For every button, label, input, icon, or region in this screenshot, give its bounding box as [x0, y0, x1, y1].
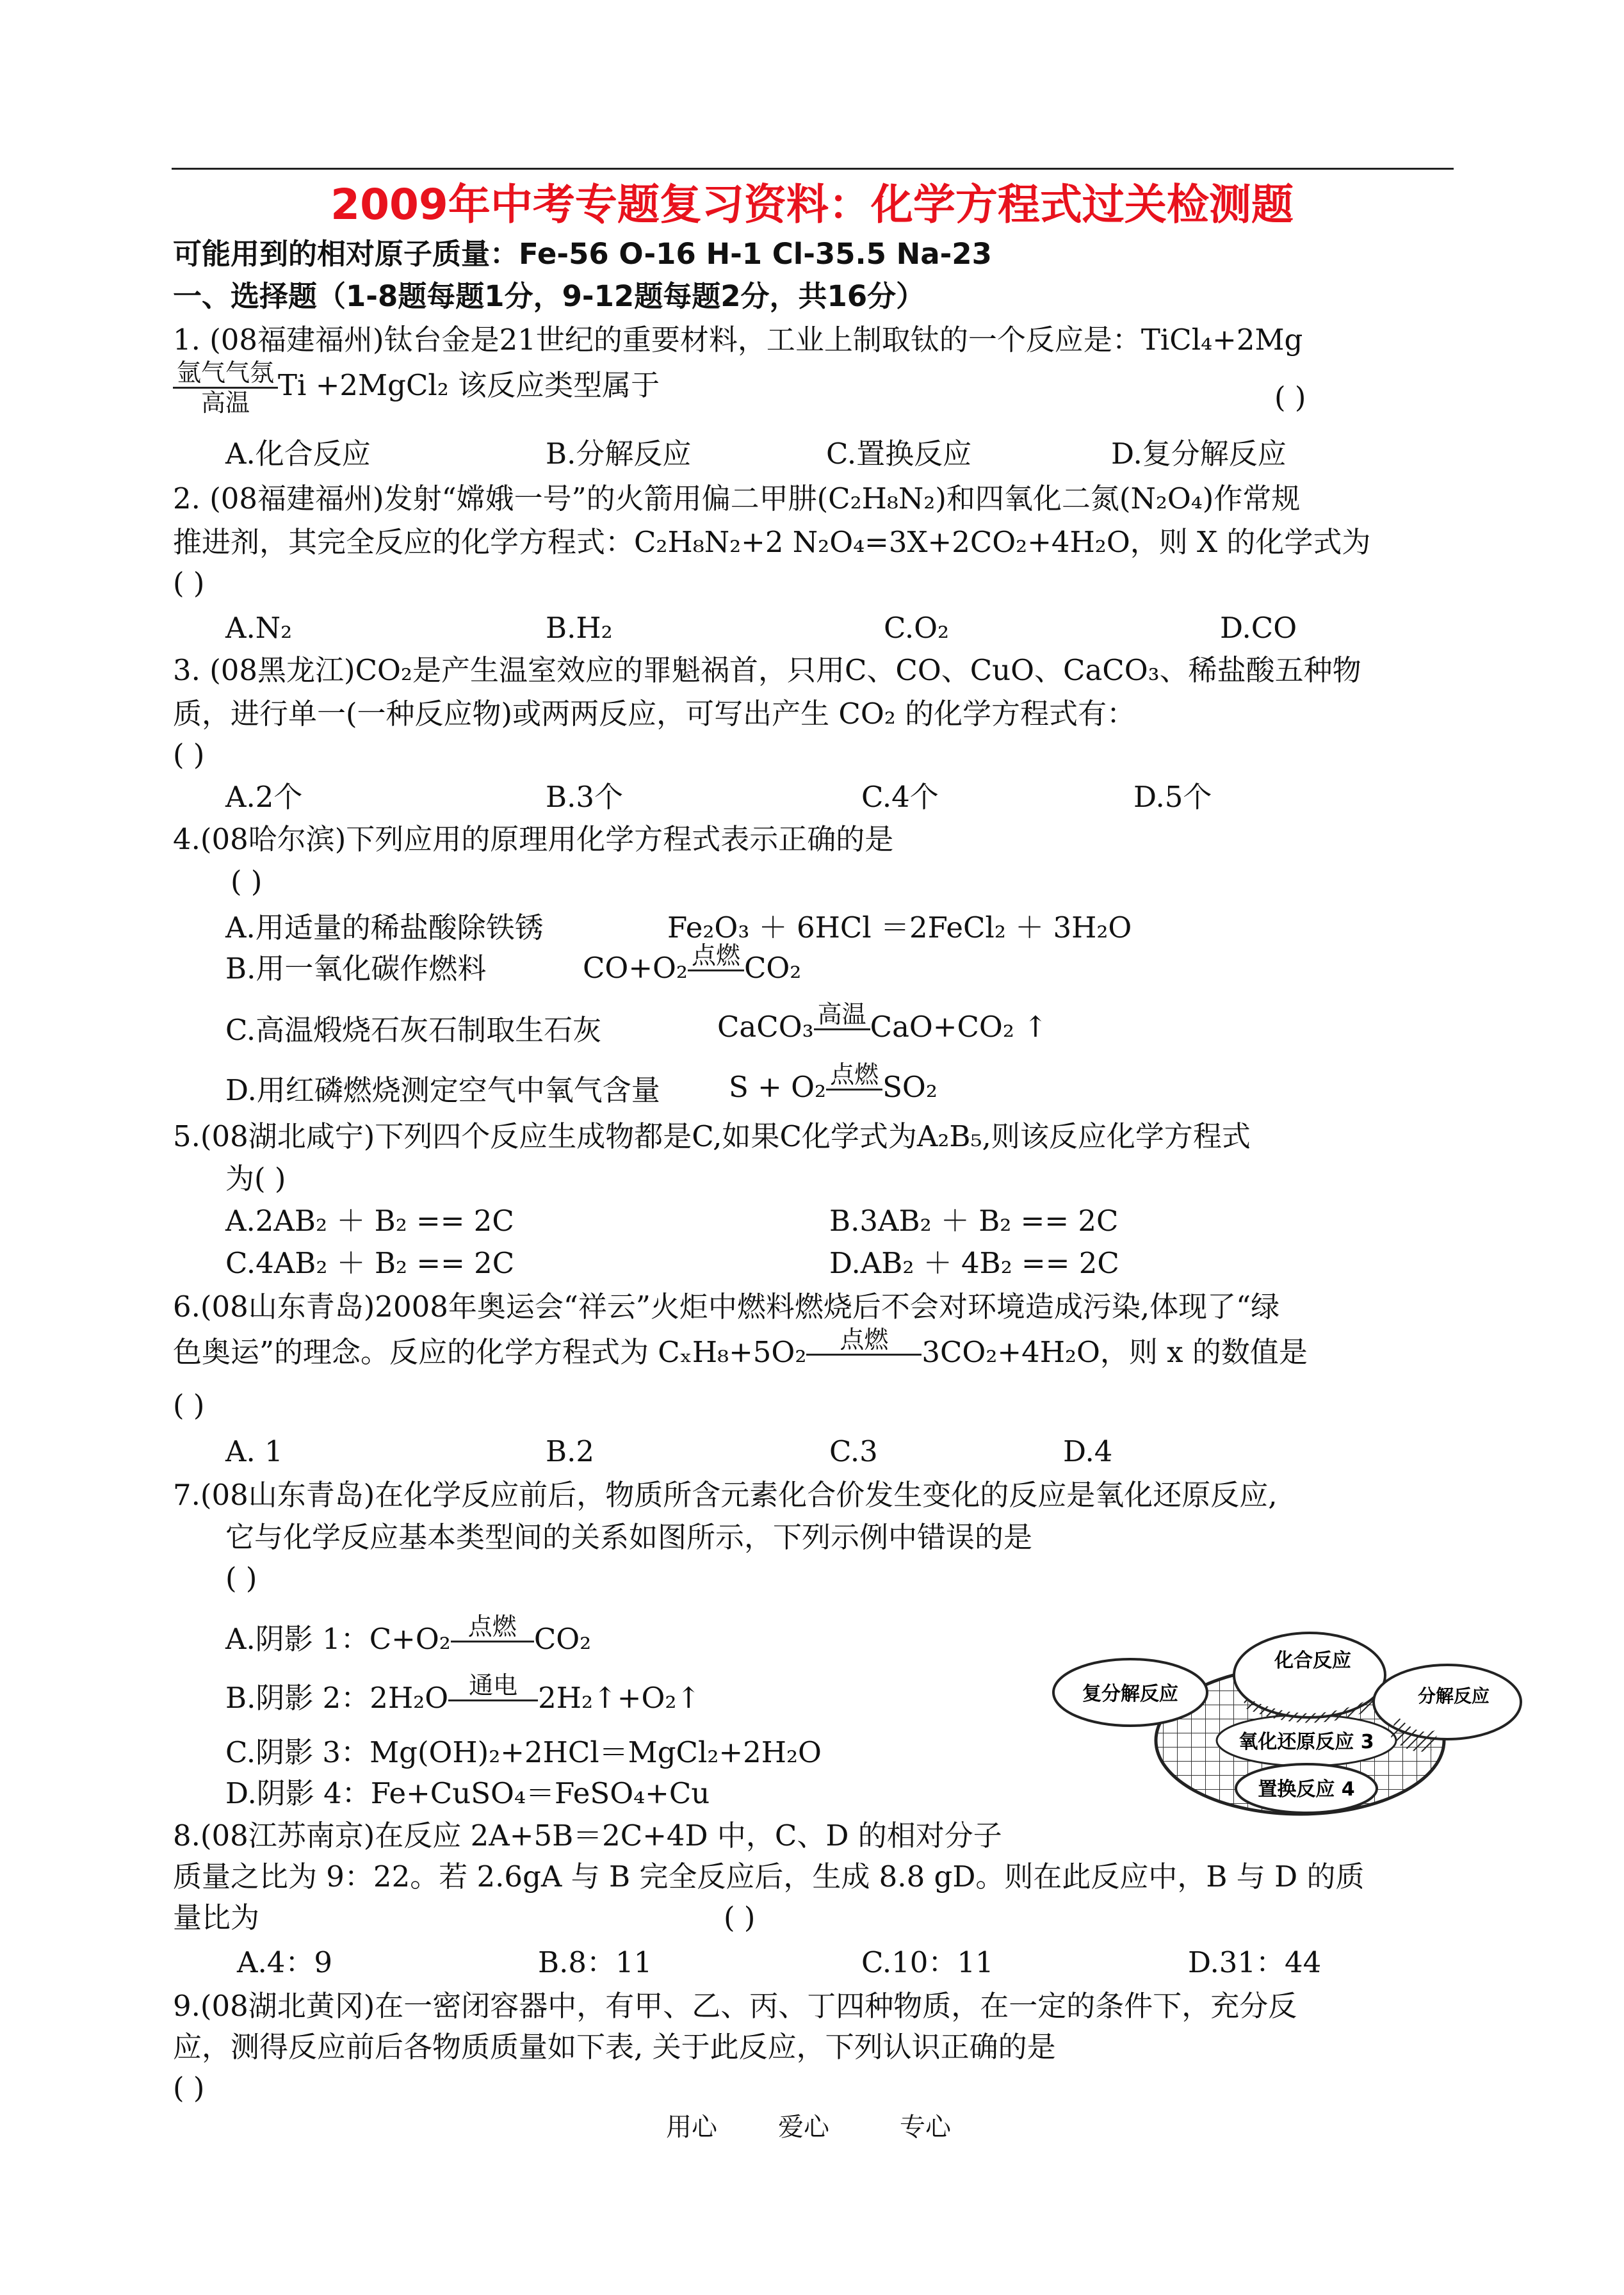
q3-option-d: D.5个 [1133, 780, 1212, 814]
diagram-label-double-displacement: 复分解反应 [1082, 1683, 1178, 1705]
q5-line2: 为( ) [225, 1162, 286, 1196]
q8-option-a: A.4：9 [237, 1945, 333, 1979]
q3-line3: ( ) [173, 738, 205, 772]
q6-option-a: A. 1 [225, 1434, 283, 1468]
q6-option-d: D.4 [1063, 1434, 1113, 1468]
q9-line3: ( ) [173, 2071, 205, 2105]
q5-option-b: B.3AB₂ ＋ B₂ == 2C [829, 1204, 1119, 1238]
reaction-type-diagram [1050, 1606, 1524, 1817]
q8-line2: 质量之比为 9：22。若 2.6gA 与 B 完全反应后，生成 8.8 gD。则在此反应中，B 与 D 的质 [173, 1860, 1365, 1894]
q8-option-c: C.10：11 [861, 1945, 994, 1979]
q7-option-d: D.阴影 4：Fe+CuSO₄＝FeSO₄+Cu [225, 1776, 710, 1810]
q6-line3: ( ) [173, 1388, 205, 1422]
q3-option-c: C.4个 [861, 780, 939, 814]
footer-text-3: 专心 [900, 2113, 951, 2142]
q2-option-c: C.O₂ [884, 611, 950, 645]
q5-option-d: D.AB₂ ＋ 4B₂ == 2C [829, 1246, 1119, 1280]
q5-option-a: A.2AB₂ ＋ B₂ == 2C [225, 1204, 514, 1238]
q7-option-c: C.阴影 3：Mg(OH)₂+2HCl＝MgCl₂+2H₂O [225, 1735, 822, 1769]
q4-line1: 4.(08哈尔滨)下列应用的原理用化学方程式表示正确的是 [173, 822, 894, 856]
q1-answer-paren: ( ) [1274, 380, 1306, 414]
q5-option-c: C.4AB₂ ＋ B₂ == 2C [225, 1246, 515, 1280]
q1-line1: 1. (08福建福州)钛台金是21世纪的重要材料，工业上制取钛的一个反应是：TiCl₄+2Mg [173, 323, 1303, 357]
q9-line2: 应，测得反应前后各物质质量如下表, 关于此反应，下列认识正确的是 [173, 2030, 1056, 2064]
diagram-label-redox: 氧化还原反应 3 [1238, 1731, 1374, 1753]
q1-option-d: D.复分解反应 [1111, 437, 1287, 471]
q1-option-c: C.置换反应 [826, 437, 972, 471]
q2-line2: 推进剂，其完全反应的化学方程式：C₂H₈N₂+2 N₂O₄=3X+2CO₂+4H₂O，则 X 的化学式为 [173, 525, 1371, 559]
q5-line1: 5.(08湖北咸宁)下列四个反应生成物都是C,如果C化学式为A₂B₅,则该反应化学方程式 [173, 1119, 1251, 1153]
diagram-label-displacement: 置换反应 4 [1258, 1778, 1355, 1801]
q2-option-a: A.N₂ [225, 611, 293, 645]
q8-option-b: B.8：11 [538, 1945, 653, 1979]
q6-option-b: B.2 [546, 1434, 595, 1468]
q6-option-c: C.3 [829, 1434, 878, 1468]
q4-option-c-equation: CaCO₃ 高温 CaO+CO₂ ↑ [717, 1000, 1048, 1044]
atomic-masses: 可能用到的相对原子质量：Fe-56 O-16 H-1 Cl-35.5 Na-23 [173, 237, 992, 271]
q7-option-b: B.阴影 2：2H₂O 通电 2H₂↑+O₂↑ [225, 1671, 701, 1715]
footer-text-2: 爱心 [778, 2113, 829, 2142]
q4-option-a-equation: Fe₂O₃ ＋ 6HCl ＝2FeCl₂ ＋ 3H₂O [667, 911, 1132, 945]
diagram-label-decomposition: 分解反应 [1417, 1685, 1490, 1707]
q2-option-d: D.CO [1220, 611, 1297, 645]
q4-option-c: C.高温煅烧石灰石制取生石灰 [225, 1013, 602, 1047]
q8-answer-paren: ( ) [724, 1901, 756, 1934]
q2-line3: ( ) [173, 566, 205, 600]
q3-option-b: B.3个 [546, 780, 624, 814]
q7-option-a: A.阴影 1：C+O₂ 点燃 CO₂ [225, 1612, 592, 1656]
q4-line2: ( ) [231, 864, 263, 898]
header-rule [172, 168, 1454, 170]
q4-option-d: D.用红磷燃烧测定空气中氧气含量 [225, 1073, 660, 1107]
page-title: 2009年中考专题复习资料：化学方程式过关检测题 [330, 180, 1294, 229]
q7-line1: 7.(08山东青岛)在化学反应前后，物质所含元素化合价发生变化的反应是氧化还原反应, [173, 1478, 1278, 1512]
q4-option-b: B.用一氧化碳作燃料 [225, 952, 487, 985]
q7-line2: 它与化学反应基本类型间的关系如图所示，下列示例中错误的是 [225, 1520, 1033, 1554]
q4-option-a: A.用适量的稀盐酸除铁锈 [225, 911, 544, 945]
q9-line1: 9.(08湖北黄冈)在一密闭容器中，有甲、乙、丙、丁四种物质，在一定的条件下，充分反 [173, 1989, 1297, 2023]
q1-option-a: A.化合反应 [225, 437, 371, 471]
q3-line2: 质，进行单一(一种反应物)或两两反应，可写出产生 CO₂ 的化学方程式有： [173, 697, 1136, 731]
q8-line3: 量比为 [173, 1901, 260, 1934]
q3-option-a: A.2个 [225, 780, 303, 814]
q8-line1: 8.(08江苏南京)在反应 2A+5B＝2C+4D 中，C、D 的相对分子 [173, 1819, 1002, 1853]
q2-option-b: B.H₂ [546, 611, 613, 645]
q4-option-b-equation: CO+O₂ 点燃 CO₂ [583, 941, 802, 985]
section-heading: 一、选择题（1-8题每题1分，9-12题每题2分，共16分） [173, 279, 925, 313]
q6-line2: 色奥运”的理念。反应的化学方程式为 CₓH₈+5O₂ 点燃 3CO₂+4H₂O，则 x 的数值是 [173, 1326, 1308, 1369]
diagram-label-combination: 化合反应 [1274, 1650, 1351, 1672]
q1-line2: $\frac{\text{氩气气氛}}{\text{高温}}$ Ti +2MgCl₂ 该反应类型属于 [173, 359, 660, 417]
q4-option-d-equation: S + O₂ 点燃 SO₂ [729, 1060, 938, 1104]
q2-line1: 2. (08福建福州)发射“嫦娥一号”的火箭用偏二甲肼(C₂H₈N₂)和四氧化二氮(N₂O₄)作常规 [173, 482, 1301, 515]
q6-line1: 6.(08山东青岛)2008年奥运会“祥云”火炬中燃料燃烧后不会对环境造成污染,体现了“绿 [173, 1290, 1280, 1324]
footer-text-1: 用心 [666, 2113, 717, 2142]
q1-condition: $\frac{\text{氩气气氛}}{\text{高温}}$ [173, 359, 278, 417]
q3-line1: 3. (08黑龙江)CO₂是产生温室效应的罪魁祸首，只用C、CO、CuO、CaCO₃、稀盐酸五种物 [173, 653, 1361, 687]
q7-line3: ( ) [225, 1561, 257, 1595]
q1-option-b: B.分解反应 [546, 437, 692, 471]
q8-option-d: D.31：44 [1188, 1945, 1322, 1979]
